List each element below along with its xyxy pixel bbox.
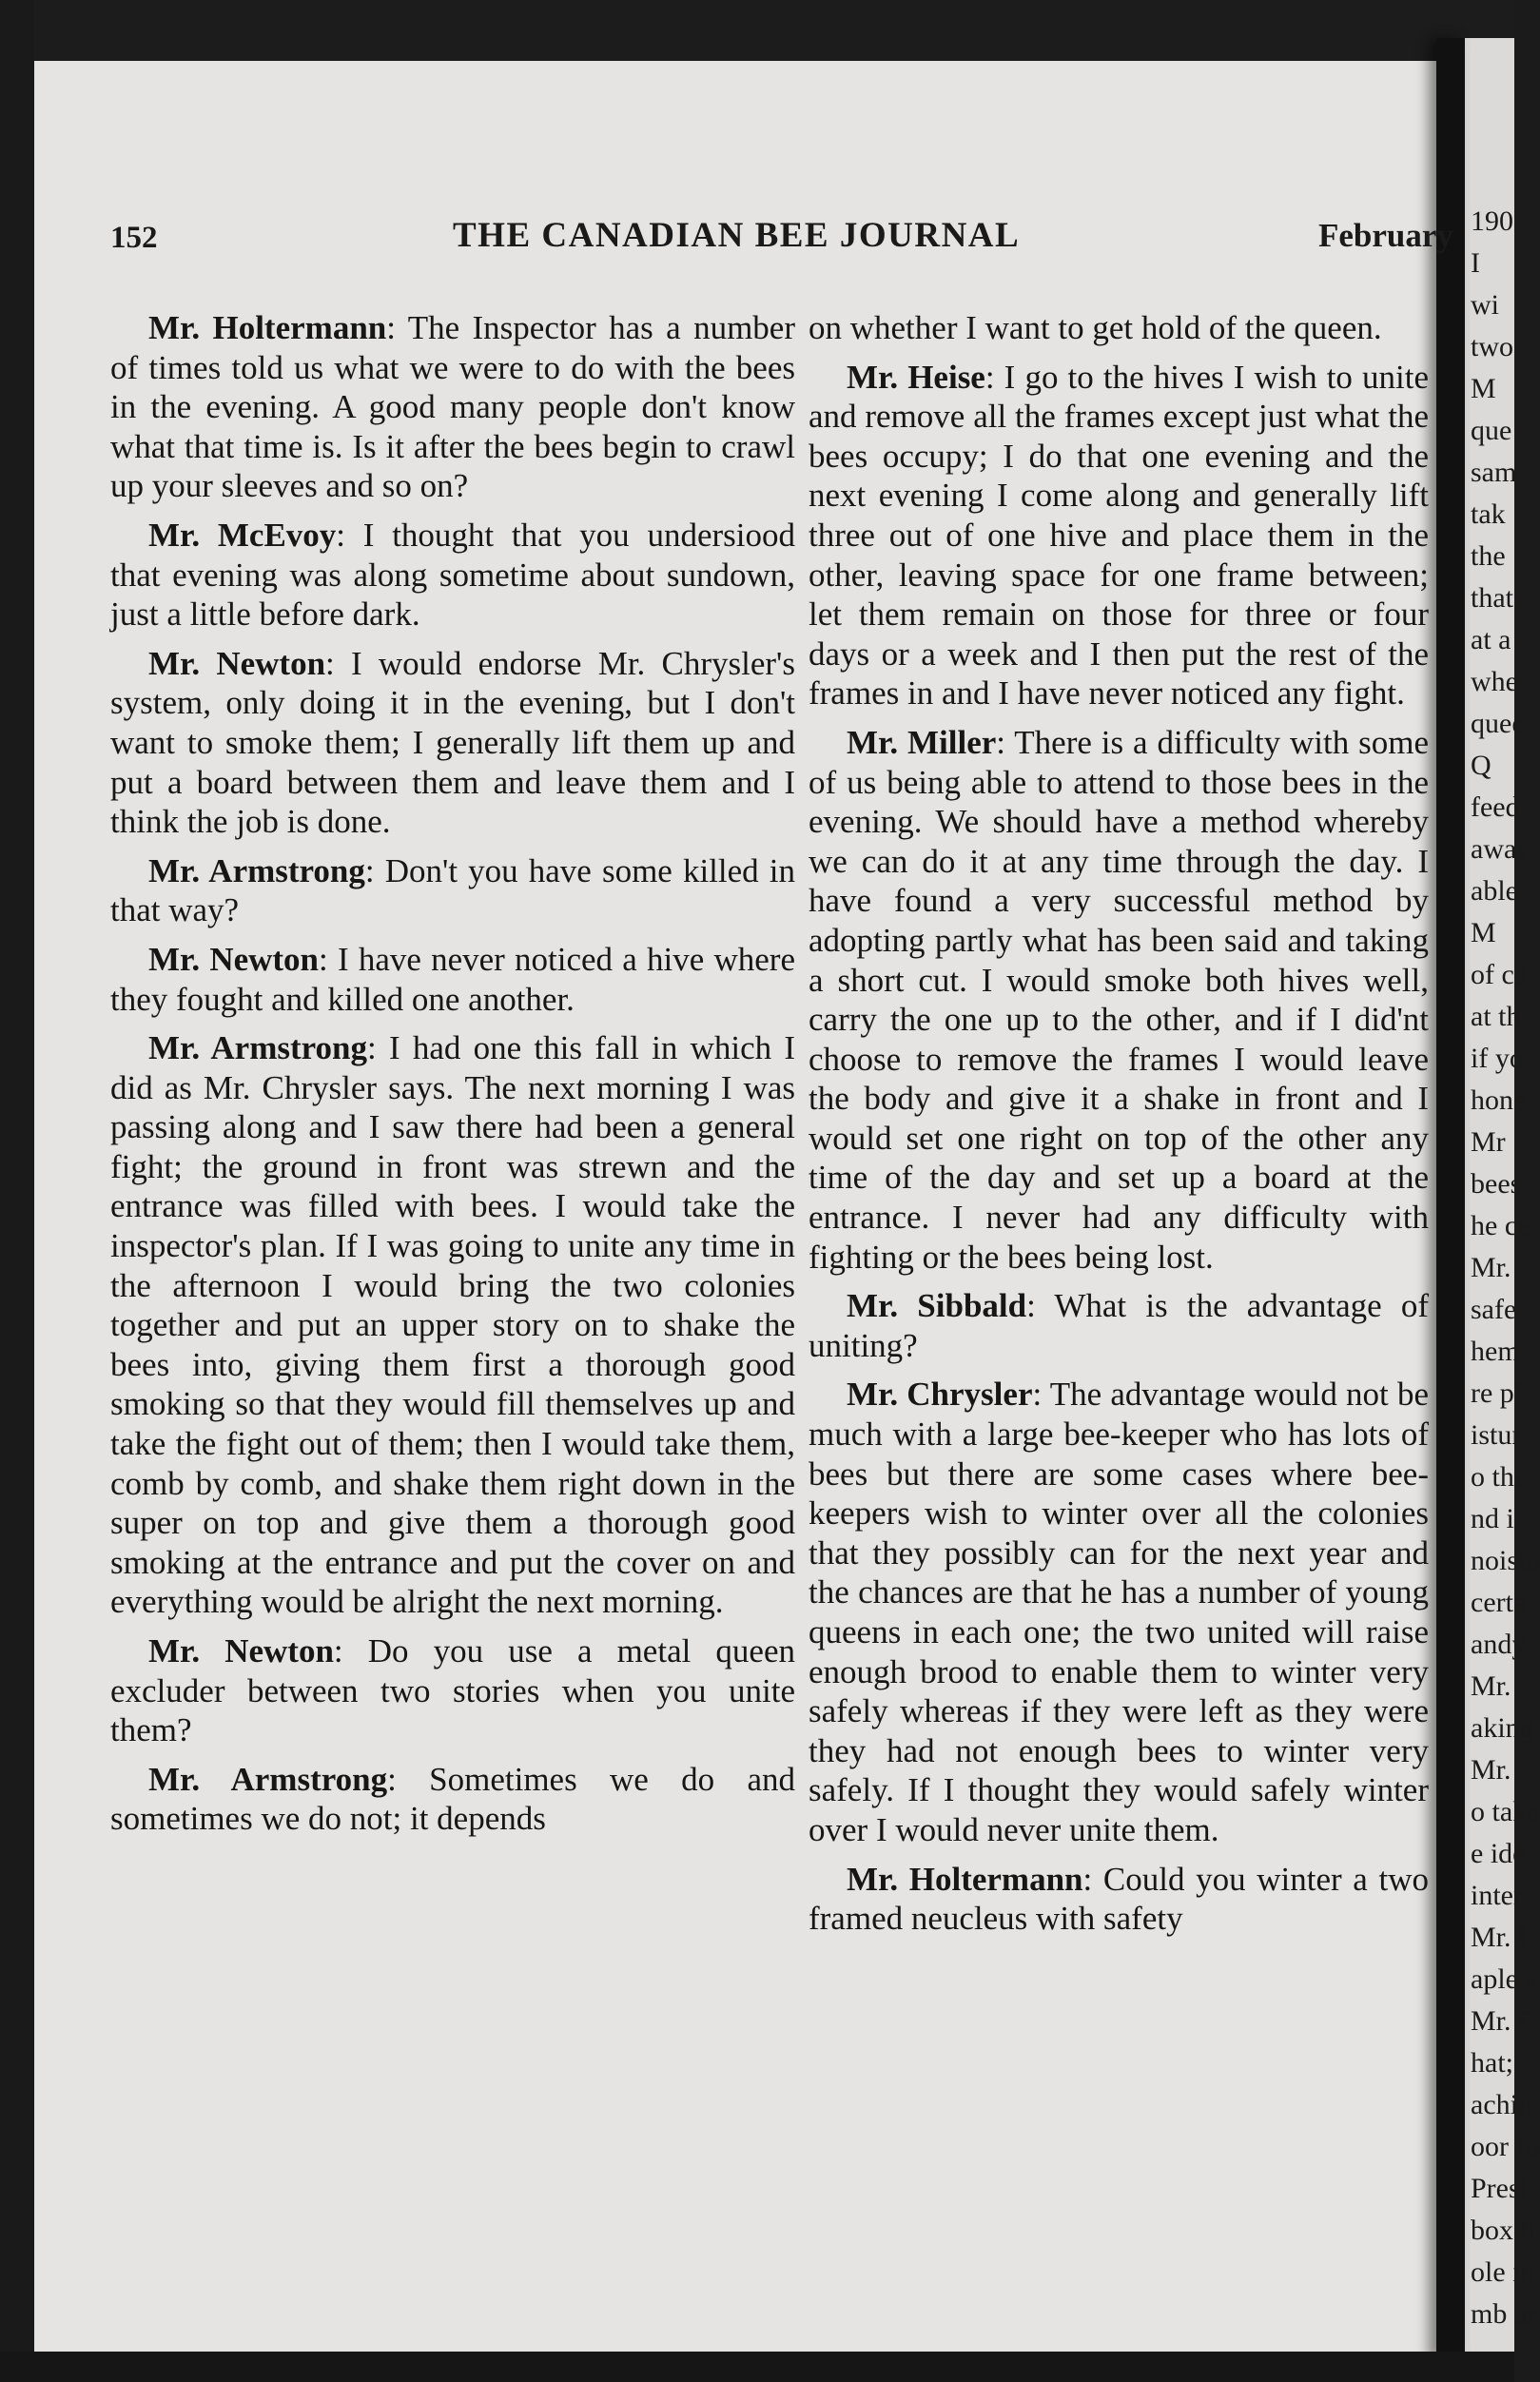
adjacent-page-text-fragment: away (1471, 833, 1531, 865)
speech-text: : Could you winter a two framed neucleus with safety (809, 1860, 1429, 1938)
paragraph (110, 1760, 795, 1839)
paragraph (110, 940, 795, 1019)
speaker-name: Mr. Newton (148, 644, 326, 682)
adjacent-page-text-fragment: at th (1471, 1001, 1521, 1032)
adjacent-page-text-fragment: sam (1471, 457, 1517, 488)
speech-text: : Do you use a metal queen excluder between two stories when you unite them? (110, 1632, 795, 1749)
paragraph (809, 1375, 1429, 1849)
adjacent-page-text-fragment: Mr. (1471, 1754, 1511, 1786)
adjacent-page-text-fragment: M (1471, 917, 1496, 948)
adjacent-page-text-fragment: wi (1471, 289, 1499, 321)
paragraph (110, 1028, 795, 1622)
adjacent-page-text-fragment: noistu (1471, 1545, 1540, 1576)
adjacent-page-text-fragment: feed (1471, 791, 1520, 823)
speech-text: : I go to the hives I wish to unite and remove all the frames except just what the bees occupy; I do that one evening and the next evening I come along and generally lift three out of one hive and place them in the other, leaving space for one frame between; let them remain on those for three or four days or a week and I then put the rest of the frames in and I have never noticed any fight. (809, 358, 1429, 713)
adjacent-page-text-fragment: bees (1471, 1168, 1522, 1200)
adjacent-page-text-fragment: o take (1471, 1796, 1540, 1827)
adjacent-page-text-fragment: que (1471, 415, 1512, 446)
speaker-name: Mr. Armstrong (148, 1760, 388, 1798)
adjacent-page-text-fragment: achin (1471, 2089, 1532, 2120)
scan-top-border (0, 0, 1514, 61)
adjacent-page-text-fragment: able (1471, 875, 1518, 907)
adjacent-page-text-fragment: two (1471, 331, 1513, 362)
speaker-name: Mr. Armstrong (148, 851, 365, 889)
speech-text: : Don't you have some killed in that way? (110, 851, 795, 929)
adjacent-page-text-fragment: aple s (1471, 1963, 1537, 1995)
speech-text: : The advantage would not be much with a large bee-keeper who has lots of bees but there are some cases where bee-keepers wish to winter over all the colonies that they possibly can for the next year and the chances are that he has a number of young queens in each one; the two united will raise enough brood to enable them to winter very safely whereas if they were left as they were they had not enough bees to winter very safely. If I thought they would safely winter over I would never unite them. (809, 1376, 1429, 1848)
adjacent-page-text-fragment: safe (1471, 1294, 1517, 1325)
speaker-name: Mr. Armstrong (148, 1029, 368, 1067)
adjacent-page-text-fragment: quee (1471, 708, 1525, 739)
adjacent-page-text-fragment: box h (1471, 2215, 1535, 2246)
speaker-name: Mr. Miller (847, 723, 997, 761)
adjacent-page-text-fragment: ole in (1471, 2256, 1535, 2288)
speech-text: : I have never noticed a hive where they fought and killed one another. (110, 940, 795, 1018)
adjacent-page-text-fragment: whe (1471, 666, 1518, 697)
speaker-name: Mr. Newton (148, 940, 320, 978)
left-text-column (110, 308, 795, 1848)
speaker-name: Mr. Newton (148, 1632, 334, 1669)
paragraph (110, 644, 795, 842)
adjacent-page-text-fragment: of ca (1471, 959, 1528, 990)
issue-month: February (1318, 217, 1453, 254)
running-header (110, 215, 1453, 263)
adjacent-page-text-fragment: he ce (1471, 1210, 1530, 1241)
adjacent-page-text-fragment: Mr. C (1471, 2005, 1538, 2037)
paragraph (809, 358, 1429, 713)
paragraph (809, 1286, 1429, 1365)
speech-text: : Sometimes we do and sometimes we do not; it depends (110, 1760, 795, 1838)
adjacent-page-text-fragment: if yo (1471, 1043, 1524, 1074)
adjacent-page-text-fragment: mb ar (1471, 2298, 1537, 2330)
paragraph (809, 1860, 1429, 1939)
page-number: 152 (110, 221, 158, 255)
speech-text: : What is the advantage of uniting? (809, 1287, 1429, 1364)
adjacent-page-text-fragment: Mr (1471, 1126, 1506, 1158)
adjacent-page-text-fragment: 190 (1471, 205, 1513, 237)
speaker-name: Mr. Sibbald (847, 1287, 1027, 1325)
adjacent-page-text-fragment: re pl (1471, 1377, 1523, 1409)
scan-left-border (0, 0, 34, 2382)
adjacent-page-text-fragment: M (1471, 373, 1496, 404)
scan-bottom-border (0, 2352, 1514, 2382)
book-gutter (1436, 38, 1465, 2359)
adjacent-page-text-fragment: inter. (1471, 1880, 1529, 1911)
adjacent-page-text-fragment: istur (1471, 1419, 1522, 1451)
adjacent-page-text-fragment: Mr. I (1471, 1922, 1528, 1953)
adjacent-page-text-fragment: Presi (1471, 2173, 1528, 2204)
adjacent-page-text-fragment: Q (1471, 750, 1491, 781)
paragraph (110, 851, 795, 930)
right-text-column (809, 308, 1429, 1948)
adjacent-page-text-fragment: certa (1471, 1587, 1527, 1618)
speech-text: : The Inspector has a number of times told us what we were to do with the bees in the evening. A good many people don't know what that time is. Is it after the bees begin to crawl up your sleeves and so on? (110, 309, 795, 505)
speaker-name: Mr. McEvoy (148, 516, 337, 554)
paragraph (809, 723, 1429, 1277)
adjacent-page-text-fragment: the (1471, 540, 1506, 572)
paragraph (110, 1631, 795, 1750)
adjacent-page-text-fragment: Mr. (1471, 1670, 1511, 1702)
adjacent-page-text-fragment: at a (1471, 624, 1511, 655)
adjacent-page-text-fragment: e ide (1471, 1838, 1526, 1869)
speech-text: : There is a difficulty with some of us being able to attend to those bees in the evening. We should have a method whereby we can do it at any time through the day. I have found a very successful method by adopting partly what has been said and taking a short cut. I would smoke both hives well, carry the one up to the other, and if I did'nt choose to remove the frames I would leave the body and give it a shake in front and I would set one right on top of the other any time of the day and set up a board at the entrance. I never had any difficulty with fighting or the bees being lost. (809, 723, 1429, 1276)
adjacent-page-text-fragment: o the (1471, 1461, 1528, 1493)
paragraph-continuation (809, 308, 1429, 348)
speaker-name: Mr. Holtermann (148, 309, 387, 346)
adjacent-page-text-fragment: oor fo (1471, 2131, 1540, 2162)
adjacent-page-text-fragment: hem (1471, 1336, 1520, 1367)
speaker-name: Mr. Holtermann (847, 1860, 1083, 1898)
paragraph (110, 308, 795, 506)
adjacent-page-edge (1465, 38, 1540, 2359)
adjacent-page-text-fragment: Mr. (1471, 1252, 1511, 1283)
speech-text: : I thought that you undersiood that evening was along sometime about sundown, just a little before dark. (110, 516, 795, 634)
speech-text: : I had one this fall in which I did as Mr. Chrysler says. The next morning I was passing along and I saw there had been a general fight; the ground in front was strewn and the entrance was filled with bees. I would take the inspector's plan. If I was going to unite any time in the afternoon I would bring the two colonies together and put an upper story on to shake the bees into, giving them first a thorough good smoking so that they would fill themselves up and take the fight out of them; then I would take them, comb by comb, and shake them right down in the super on top and give them a thorough good smoking at the entrance and put the cover on and everything would be alright the next morning. (110, 1029, 795, 1621)
adjacent-page-text-fragment: tak (1471, 498, 1506, 530)
speaker-name: Mr. Chrysler (847, 1376, 1033, 1414)
paragraph (110, 516, 795, 635)
adjacent-page-text-fragment: that (1471, 582, 1513, 614)
adjacent-page-text-fragment: hone (1471, 1084, 1527, 1116)
adjacent-page-text-fragment: hat; (1471, 2047, 1513, 2079)
speech-text: on whether I want to get hold of the queen. (809, 309, 1382, 346)
adjacent-page-text-fragment: andy. (1471, 1629, 1531, 1660)
journal-title: THE CANADIAN BEE JOURNAL (453, 216, 1021, 255)
adjacent-page-text-fragment: aking (1471, 1712, 1534, 1744)
adjacent-page-text-fragment: nd i (1471, 1503, 1514, 1534)
speech-text: : I would endorse Mr. Chrysler's system, only doing it in the evening, but I don't want to smoke them; I generally lift them up and put a board between them and leave them and I think the job is done. (110, 644, 795, 841)
adjacent-page-text-fragment: I (1471, 247, 1480, 279)
speaker-name: Mr. Heise (847, 358, 985, 396)
